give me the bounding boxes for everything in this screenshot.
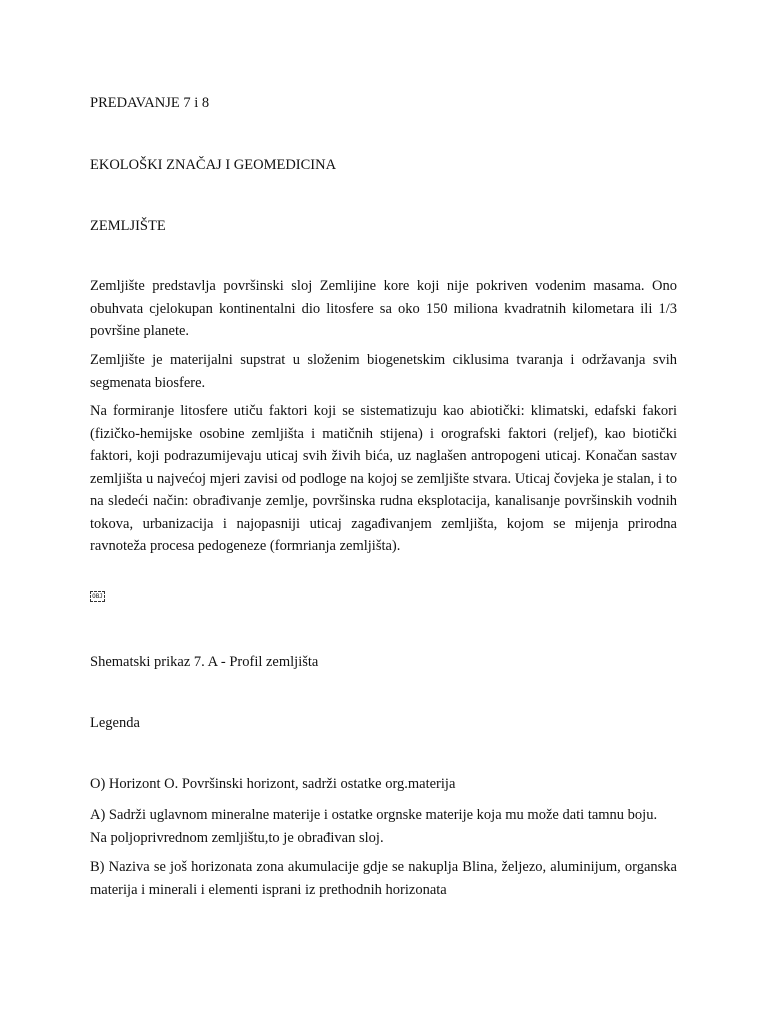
paragraph-intro: Zemljište predstavlja površinski sloj Zemlijine kore koji nije pokriven vodenim masama. Ono obuhvata cjelokupan kontinentalni dio litosfere sa oko 150 miliona kvadratnih kilometara ili 1/3 površine planete.: [90, 278, 677, 339]
legend-item-horizon-a: A) Sadrži uglavnom mineralne materije i ostatke orgnske materije koja mu može dati tamnu boju. Na poljoprivrednom zemljištu,to je obrađivan sloj.: [90, 807, 658, 846]
legend-item-horizon-o: O) Horizont O. Površinski horizont, sadrži ostatke org.materija: [90, 776, 456, 792]
legend-item-horizon-b: B) Naziva se još horizonata zona akumulacije gdje se nakuplja Blina, željezo, aluminijum, organska materija i minerali i elementi isprani iz prethodnih horizonata: [90, 859, 677, 898]
paragraph-substrate: Zemljište je materijalni supstrat u složenim biogenetskim ciklusima tvaranja i održavanja svih segmenata biosfere.: [90, 352, 677, 391]
lecture-title: PREDAVANJE 7 i 8: [90, 95, 210, 111]
embedded-object-placeholder-icon: OBJ: [90, 591, 105, 602]
section-title: EKOLOŠKI ZNAČAJ I GEOMEDICINA: [90, 157, 337, 173]
legend-title: Legenda: [90, 715, 140, 731]
subsection-title: ZEMLJIŠTE: [90, 218, 166, 234]
paragraph-formation-factors: Na formiranje litosfere utiču faktori koji se sistematizuju kao abiotički: klimatski, edafski fakori (fizičko-hemijske osobine zemljišta i matičnih stijena) i orografski faktori (reljef), kao biotički faktori, koji podrazumijevaju uticaj svih živih bića, uz naglašen antropogeni uticaj. Konačan sastav zemljišta u najvećoj mjeri zavisi od podloge na kojoj se zemljište stvara. Uticaj čovjeka je stalan, i to na sledeći način: obrađivanje zemlje, površinska rudna eksplotacija, kanalisanje površinskih vodnih tokova, urbanizacija i najopasniji uticaj zagađivanjem zemljišta, kojom se mijenja prirodna ravnoteža procesa pedogeneze (formrianja zemljišta).: [90, 403, 677, 554]
figure-caption: Shematski prikaz 7. A - Profil zemljišta: [90, 654, 319, 670]
